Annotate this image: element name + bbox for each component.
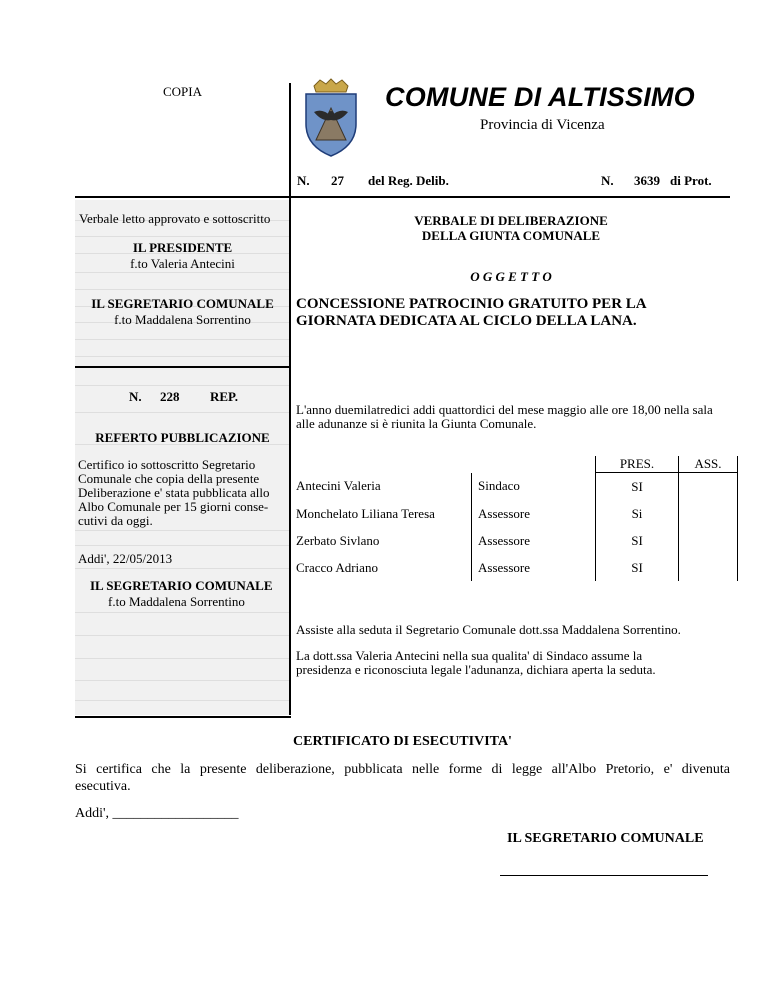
secretary-signature: f.to Maddalena Sorrentino <box>114 312 251 327</box>
presidency-line-2: presidenza e riconosciuta legale l'adunanza, dichiara aperta la seduta. <box>296 662 656 677</box>
delib-number: 27 <box>331 173 344 188</box>
panel-line <box>75 658 290 659</box>
subject-line-1: CONCESSIONE PATROCINIO GRATUITO PER LA <box>296 296 647 312</box>
member-name: Zerbato Sivlano <box>296 532 380 548</box>
attendance-table <box>292 456 738 581</box>
panel-line <box>75 680 290 681</box>
verbale-heading-line-1: VERBALE DI DELIBERAZIONE <box>414 213 608 228</box>
reg-delib-label: del Reg. Delib. <box>368 173 449 188</box>
presidency-line-1: La dott.ssa Valeria Antecini nella sua qualita' di Sindaco assume la <box>296 648 643 663</box>
panel-line <box>75 530 290 531</box>
panel-line <box>75 272 290 273</box>
member-absent <box>679 500 738 527</box>
member-role: Assessore <box>472 527 596 554</box>
verbale-heading-line-2: DELLA GIUNTA COMUNALE <box>421 228 601 243</box>
member-name: Antecini Valeria <box>296 478 381 494</box>
certifico-line: Deliberazione e' stata pubblicata allo <box>78 485 270 500</box>
prot-suffix: di Prot. <box>670 173 712 188</box>
president-heading: IL PRESIDENTE <box>132 240 233 255</box>
secretary2-heading: IL SEGRETARIO COMUNALE <box>90 578 273 593</box>
prot-number: 3639 <box>634 173 660 188</box>
member-present: SI <box>596 527 679 554</box>
copy-label: COPIA <box>163 84 203 99</box>
header-divider <box>75 196 730 198</box>
certifico-text <box>78 458 269 528</box>
table-row <box>292 473 738 501</box>
panel-line <box>75 289 290 290</box>
certificate-line-2: esecutiva. <box>75 779 131 794</box>
panel-line <box>75 339 290 340</box>
attendance-header-row <box>292 456 738 473</box>
panel-line <box>75 568 290 569</box>
verbale-approval-line: Verbale letto approvato e sottoscritto <box>79 211 271 226</box>
prot-number-label: N. <box>601 173 614 188</box>
certificate-date: Addi', __________________ <box>75 806 239 821</box>
panel-line <box>75 236 290 237</box>
secretary2-signature: f.to Maddalena Sorrentino <box>108 594 245 609</box>
present-column-header: PRES. <box>596 456 679 473</box>
panel-line <box>75 635 290 636</box>
municipal-crest-icon <box>300 78 362 158</box>
publication-date: Addi', 22/05/2013 <box>78 551 173 566</box>
member-role: Sindaco <box>472 473 596 501</box>
panel-line <box>75 385 290 386</box>
member-absent <box>679 473 738 501</box>
certificate-line-1: Si certifica che la presente deliberazione, pubblicata nelle forme di legge all'Albo Pretorio, e' divenuta <box>75 762 730 777</box>
subject-line-2: GIORNATA DEDICATA AL CICLO DELLA LANA. <box>296 313 637 329</box>
rep-label: REP. <box>210 389 239 404</box>
panel-line <box>75 700 290 701</box>
certifico-line: cutivi da oggi. <box>78 513 153 528</box>
member-absent <box>679 554 738 581</box>
panel-line <box>75 612 290 613</box>
member-role: Assessore <box>472 500 596 527</box>
referto-heading: REFERTO PUBBLICAZIONE <box>95 430 270 445</box>
certifico-line: Comunale che copia della presente <box>78 471 260 486</box>
member-present: SI <box>596 554 679 581</box>
signature-line <box>500 875 708 876</box>
member-present: Si <box>596 500 679 527</box>
table-row <box>292 500 738 527</box>
assist-line: Assiste alla seduta il Segretario Comunale dott.ssa Maddalena Sorrentino. <box>296 622 681 637</box>
meeting-intro-line-1: L'anno duemilatredici addi quattordici del mese maggio alle ore 18,00 nella sala <box>296 402 713 417</box>
president-signature: f.to Valeria Antecini <box>130 256 235 271</box>
table-row <box>292 554 738 581</box>
member-name: Monchelato Liliana Teresa <box>296 505 435 521</box>
left-bottom-divider <box>75 716 291 718</box>
member-role: Assessore <box>472 554 596 581</box>
rep-number: 228 <box>160 389 180 404</box>
certifico-line: Certifico io sottoscritto Segretario <box>78 457 256 472</box>
panel-line <box>75 412 290 413</box>
province-subtitle: Provincia di Vicenza <box>480 117 605 133</box>
member-name: Cracco Adriano <box>296 559 378 575</box>
secretary-heading: IL SEGRETARIO COMUNALE <box>91 296 274 311</box>
rep-n-label: N. <box>129 389 142 404</box>
vertical-divider <box>289 83 291 715</box>
member-absent <box>679 527 738 554</box>
panel-line <box>75 545 290 546</box>
member-present: SI <box>596 473 679 501</box>
certificate-heading: CERTIFICATO DI ESECUTIVITA' <box>293 734 512 749</box>
meeting-intro-line-2: alle adunanze si è riunita la Giunta Comunale. <box>296 416 537 431</box>
delib-number-label: N. <box>297 173 310 188</box>
certifico-line: Albo Comunale per 15 giorni conse- <box>78 499 269 514</box>
table-row <box>292 527 738 554</box>
oggetto-label: O G G E T T O <box>470 269 552 284</box>
absent-column-header: ASS. <box>679 456 738 473</box>
left-section-divider <box>75 366 291 368</box>
signature-heading: IL SEGRETARIO COMUNALE <box>507 831 704 846</box>
page-title: COMUNE DI ALTISSIMO <box>385 82 695 112</box>
panel-line <box>75 356 290 357</box>
